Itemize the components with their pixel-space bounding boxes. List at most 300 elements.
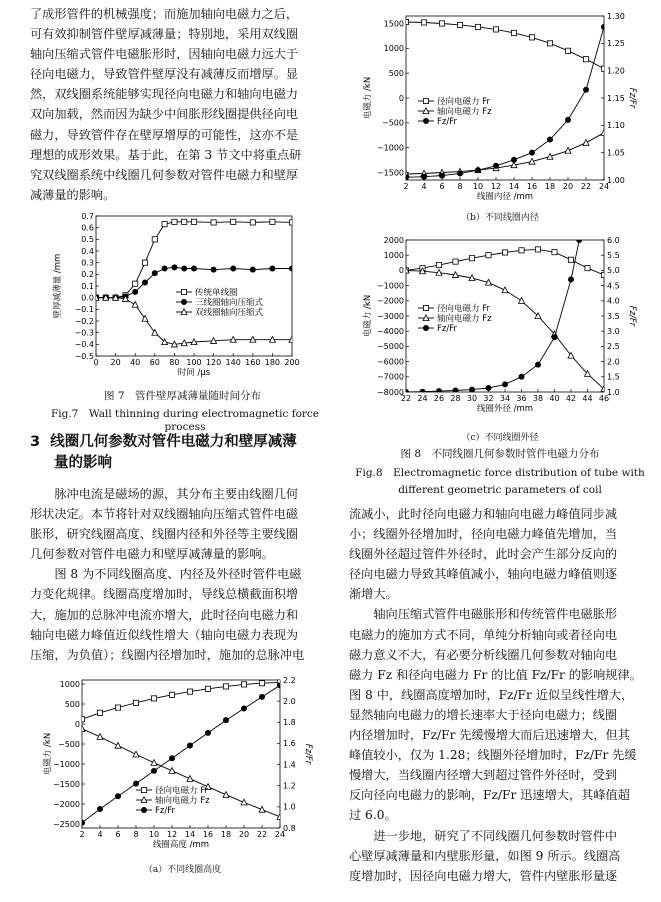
x-tick-label: 16 [202,830,214,839]
y-tick-label: 0 [398,93,404,103]
series-group [403,130,607,177]
data-point [241,706,246,711]
series-line [406,133,604,174]
para-line: 了成形管件的机械强度；而施加轴向电磁力之后， [30,7,299,21]
data-point [182,266,187,271]
y-right-tick-label: 5.0 [607,266,620,276]
data-point [519,298,525,304]
y-right-tick-label: 5.5 [607,251,620,260]
legend-label: Fz/Fr [155,806,175,816]
data-point [601,272,606,277]
y-right-tick-label: 2.0 [607,357,620,367]
x-tick-label: 10 [472,182,484,191]
x-tick-label: 28 [450,394,461,403]
para-line: 双向加载，然而因为缺少中间胀形线圈提供径向电 [30,107,299,122]
data-point [403,175,408,180]
data-point [172,265,177,270]
legend-label: 双线圈轴向压缩式 [195,308,264,318]
y-tick-label: −0.1 [74,305,94,315]
data-point [250,267,255,272]
y-tick-label: −500 [58,739,80,749]
data-point [565,117,570,122]
legend-label: 轴向电磁力 Fz [437,314,492,324]
legend-entry [136,806,175,816]
x-tick-label: 2 [79,830,85,839]
legend-label: Fz/Fr [437,117,457,127]
x-tick-label: 200 [284,358,300,367]
data-point [115,705,120,710]
y-axis-label: 电磁力 /kN [43,732,53,776]
y-tick-label: 500 [64,699,80,709]
y-right-tick-label: 2.0 [283,696,296,706]
data-point [493,27,498,32]
para-line: 几何参数对管件电磁力和壁厚减薄量的影响。 [30,547,274,562]
y-right-axis-label: Fz/Fr [627,305,637,327]
legend-entry [418,303,490,314]
data-point [457,171,462,176]
data-point [132,301,138,307]
legend-entry [418,313,492,324]
y-tick-label: −1000 [52,759,80,769]
para-line: 图 8 中，线圈高度增加时，Fz/Fr 近似呈线性增大， [349,687,634,702]
x-axis-label: 线圈高度 /mm [152,840,210,850]
x-tick-label: 6 [115,830,121,839]
y-right-tick-label: 3.0 [607,327,620,336]
series-group [403,19,606,71]
x-tick-label: 16 [526,182,538,191]
x-tick-label: 4 [421,182,427,191]
y-right-tick-label: 1.8 [283,718,296,728]
legend-marker [423,118,428,123]
legend-label: 三线圈轴向压缩式 [195,298,264,308]
x-tick-label: 12 [490,182,502,191]
data-point [133,781,138,786]
data-point [151,768,156,773]
x-tick-label: 12 [166,830,178,839]
y-tick-label: −3000 [376,311,404,321]
data-point [453,259,458,264]
data-point [142,280,147,285]
x-tick-label: 46 [598,394,610,403]
x-tick-label: 26 [433,394,445,403]
data-point [133,281,138,286]
para-line: 减薄量的影响。 [30,187,116,202]
data-point [535,247,540,252]
data-point [169,692,174,697]
data-point [79,820,84,825]
data-point [152,271,157,276]
legend-marker [141,787,146,792]
data-point [577,237,582,242]
x-tick-label: 40 [130,358,141,367]
data-point [511,30,516,35]
x-tick-label: 24 [417,394,428,403]
y-tick-label: 0 [398,266,404,276]
data-point [436,388,441,393]
data-point [241,682,246,687]
series-group [79,680,282,722]
x-axis-label: 线圈外径 /mm [476,404,534,414]
data-point [259,694,264,699]
data-point [151,760,157,766]
para-line: 磁力 Fz 和径向电磁力 Fr 的比值 Fz/Fr 的影响规律。 [349,667,642,682]
data-point [502,287,508,293]
data-point [259,806,265,812]
data-point [151,696,156,701]
x-tick-label: 18 [220,830,232,839]
y-right-tick-label: 1.4 [283,760,296,770]
data-point [231,219,236,224]
data-point [191,219,196,224]
x-tick-label: 36 [516,394,527,403]
data-point [403,19,408,24]
data-point [115,742,121,748]
plot-frame [406,16,604,180]
para-line: 渐增大。 [349,587,398,602]
fig8-caption-en-line2: different geometric parameters of coil [398,484,602,496]
y-tick-label: −6000 [376,357,404,367]
y-tick-label: −0.2 [74,316,94,326]
section-title-line2: 量的影响 [54,455,112,471]
data-point [439,173,444,178]
data-point [475,24,480,29]
data-point [172,219,177,224]
y-right-tick-label: 1.0 [283,802,296,812]
series-line [406,22,604,69]
y-tick-label: −0.5 [74,351,94,361]
data-point [565,147,571,153]
data-point [535,362,540,367]
data-point [585,266,590,271]
para-line: 线圈外径超过管件外径时，此时会产生部分反向的 [349,547,618,562]
data-point [547,137,552,142]
y-tick-label: −0.3 [74,328,94,338]
y-tick-label: 0.3 [81,258,94,268]
data-point [469,256,474,261]
x-tick-label: 14 [184,830,196,839]
data-point [97,710,102,715]
data-point [187,689,192,694]
series-group [93,219,294,300]
x-tick-label: 24 [598,182,610,191]
series-line [406,240,579,392]
data-point [439,21,444,26]
data-point [565,48,570,53]
legend-entry [176,307,264,318]
y-axis-label: 壁厚减薄量 /mm [53,253,63,319]
y-axis-label: 电磁力 /kN [363,76,373,120]
x-axis-label: 时间 /μs [177,368,211,378]
y-right-tick-label: 1.30 [607,11,625,21]
legend-marker [423,98,428,103]
y-tick-label: −1500 [52,779,80,789]
legend-label: Fz/Fr [437,324,457,334]
para-line: 轴向压缩式管件电磁胀形和传统管件电磁胀形 [349,607,618,622]
para-line: 形状决定。本节将针对双线圈轴向压缩式管件电磁 [30,507,299,522]
para-line: 心壁厚减薄量和内壁胀形量，如图 9 所示。线圈高 [349,848,621,863]
y-right-tick-label: 6.0 [607,235,620,245]
legend-marker [141,807,146,812]
data-point [182,219,187,224]
y-right-tick-label: 1.6 [283,739,296,749]
y-right-tick-label: 1.5 [607,372,620,382]
data-point [231,266,236,271]
para-line: 显然轴向电磁力的增长速率大于径向电磁力；线圈 [349,707,618,722]
para-line: 磁力，导致管件存在壁厚增厚的可能性，这亦不是 [30,127,299,142]
x-tick-label: 30 [466,394,478,403]
data-point [529,35,534,40]
data-point [133,700,138,705]
data-point [436,262,441,267]
data-point [187,743,192,748]
data-point [289,266,294,271]
y-tick-label: −2000 [376,296,404,306]
y-tick-label: 1000 [383,44,404,54]
data-point [270,219,275,224]
data-point [601,66,606,71]
data-point [142,260,147,265]
data-point [169,756,174,761]
x-tick-label: 160 [245,358,261,367]
data-point [552,250,557,255]
legend-label: 径向电磁力 Fr [155,786,208,796]
y-right-tick-label: 4.0 [607,296,620,306]
x-tick-label: 8 [133,830,139,839]
y-tick-label: 0.4 [81,246,94,256]
data-point [79,717,84,722]
legend-label: 径向电磁力 Fr [437,304,490,314]
data-point [211,220,216,225]
legend-entry [136,785,208,796]
data-point [162,266,167,271]
para-line: 压缩，为负值）；线圈内径增加时，施加的总脉冲电 [30,647,305,662]
para-line: 小；线圈外径增加时，径向电磁力峰值先增加，当 [349,527,618,542]
fig8b-chart [358,8,648,208]
x-tick-label: 120 [205,358,222,367]
y-right-tick-label: 4.5 [607,281,620,291]
left-intro [30,4,335,205]
data-point [502,382,507,387]
legend-label: 径向电磁力 Fr [437,97,490,107]
para-line: 径向电磁力，导致管件壁厚没有减薄反而增厚。显 [30,67,299,82]
y-tick-label: −1500 [376,168,404,178]
y-axis-label: 电磁力 /kN [363,294,373,338]
para-line: 电磁力的施加方式不同，单纯分析轴向或者径向电 [349,627,618,642]
y-tick-label: 0.7 [81,211,94,221]
y-tick-label: 0.0 [81,293,94,303]
data-point [277,683,282,688]
series-group [403,247,606,278]
x-tick-label: 100 [186,358,202,367]
data-point [223,792,229,798]
para-line: 轴向电磁力峰值近似线性增大（轴向电磁力表现为 [30,627,299,642]
series-group [403,24,606,180]
data-point [568,257,573,262]
legend-marker [181,299,186,304]
data-point [205,730,210,735]
para-line: 胀形，研究线圈高度、线圈内径和外径等主要线圈 [30,527,299,542]
fig8a-chart [40,672,313,857]
data-point [583,140,589,146]
y-right-tick-label: 1.15 [607,93,625,103]
y-right-axis-label: Fz/Fr [627,87,637,109]
y-right-tick-label: 1.05 [607,148,625,158]
y-right-tick-label: 1.25 [607,39,625,49]
legend-label: 轴向电磁力 Fz [437,107,492,117]
fig7-chart [50,208,300,383]
para-line: 力变化规律。线圈高度增加时，导线总横截面积增 [30,587,299,602]
y-tick-label: 2000 [383,235,404,245]
legend-marker [423,325,428,330]
legend-marker [181,289,186,294]
data-point [250,220,255,225]
data-point [133,289,138,294]
legend-entry [418,324,457,334]
y-tick-label: 0.6 [81,223,94,233]
fig7-caption-cn: 图 7 管件壁厚减薄量随时间分布 [103,390,262,402]
series-line [96,222,292,298]
fig8a-subcaption: （a）不同线圈高度 [143,865,222,875]
y-tick-label: 500 [388,68,404,78]
y-right-tick-label: 1.00 [607,175,625,185]
y-tick-label: 1000 [383,251,404,260]
fig8b-subcaption: （b）不同线圈内径 [461,213,539,223]
data-point [583,87,588,92]
data-point [486,385,491,390]
legend-entry [418,117,457,127]
series-line [82,682,280,719]
para-line: 究双线圈系统中线圈几何参数对管件电磁力和壁厚 [30,167,299,182]
x-tick-label: 10 [148,830,160,839]
data-point [191,266,196,271]
data-point [169,768,175,774]
data-point [259,681,264,686]
y-tick-label: −8000 [376,387,404,397]
section-heading [30,432,340,474]
data-point [519,374,524,379]
legend-entry [418,96,490,107]
x-tick-label: 0 [93,358,99,367]
data-point [457,22,462,27]
data-point [552,335,557,340]
x-tick-label: 38 [532,394,544,403]
x-tick-label: 40 [549,394,560,403]
data-point [97,806,102,811]
y-right-tick-label: 1.2 [283,781,296,791]
y-tick-label: −4000 [376,327,404,336]
para-line: 轴向压缩式管件电磁胀形时，因轴向电磁力远大于 [30,47,299,62]
y-tick-label: −1000 [376,281,404,291]
data-point [152,237,157,242]
data-point [529,150,534,155]
y-tick-label: −7000 [376,372,404,382]
y-tick-label: 0 [74,719,80,729]
series-line [406,27,604,177]
data-point [568,277,573,282]
data-point [421,20,426,25]
y-right-tick-label: 2.2 [283,675,296,685]
y-right-tick-label: 1.0 [607,387,620,397]
legend-entry [418,106,492,117]
y-right-tick-label: 3.5 [607,311,620,321]
para-line: 度增加时，因径向电磁力增大，管件内壁胀形量逐 [349,868,618,883]
data-point [187,776,193,782]
data-point [223,684,228,689]
y-tick-label: −2500 [52,819,80,829]
x-tick-label: 18 [544,182,556,191]
para-line: 进一步地，研究了不同线圈几何参数时管件中 [349,828,618,843]
data-point [583,57,588,62]
legend-entry [176,287,238,298]
data-point [270,266,275,271]
right-text [349,504,654,886]
para-line: 慢增大，当线圈内径增大到超过管件外径时，受到 [349,768,618,783]
para-line: 反向径向电磁力的影响，Fz/Fr 迅速增大，其峰值超 [349,788,630,803]
y-right-tick-label: 1.10 [607,121,625,131]
y-tick-label: −2000 [52,799,80,809]
y-tick-label: −500 [382,118,404,128]
data-point [162,222,167,227]
y-tick-label: 0.5 [81,235,94,245]
para-line: 脉冲电流是磁场的源，其分布主要由线圈几何 [30,487,299,501]
x-tick-label: 22 [256,830,268,839]
fig7-caption-en: Fig.7 Wall thinning during electromagnetic force process [50,408,320,433]
y-tick-label: 1500 [383,19,404,29]
legend-marker [423,305,428,310]
y-tick-label: 1000 [59,679,80,689]
data-point [133,751,139,757]
x-tick-label: 24 [274,830,286,839]
data-point [475,168,480,173]
y-right-tick-label: 0.8 [283,823,296,833]
legend-label: 传统单线圈 [195,288,238,298]
data-point [211,267,216,272]
para-line: 过 6.0。 [349,808,397,823]
y-right-axis-label: Fz/Fr [303,743,313,765]
section-title-line1: 线圈几何参数对管件电磁力和壁厚减薄 [50,434,297,450]
para-line: 径向电磁力导致其峰值减小，轴向电磁力峰值则逐 [349,567,618,582]
para-line: 理想的成形效果。基于此，在第 3 节文中将重点研 [30,147,302,162]
y-tick-label: −5000 [376,342,404,352]
fig8-caption-en-line1: Fig.8 Electromagnetic force distribution of tube with [355,467,645,479]
y-tick-label: 0.2 [81,270,94,280]
data-point [493,163,498,168]
para-line: 磁力意义不大，有必要分析线圈几何参数对轴向电 [349,647,618,662]
data-point [205,686,210,691]
x-tick-label: 140 [225,358,241,367]
para-line: 可有效抑制管件壁厚减薄量；特别地，采用双线圈 [30,27,299,42]
x-tick-label: 80 [169,358,180,367]
fig8c-subcaption: （c）不同线圈外径 [461,433,539,443]
data-point [502,250,507,255]
x-tick-label: 60 [149,358,160,367]
x-tick-label: 6 [439,182,445,191]
series-group [93,294,295,346]
data-point [469,387,474,392]
x-tick-label: 2 [403,182,409,191]
section-number: 3 [30,434,41,450]
para-line: 大，施加的总脉冲电流亦增大，此时径向电磁力和 [30,607,299,622]
para-line: 流减小，此时径向电磁力和轴向电磁力峰值同步减 [349,507,618,521]
x-tick-label: 34 [499,394,511,403]
left-section-text [30,484,335,665]
y-tick-label: −1000 [376,143,404,153]
data-point [289,220,294,225]
x-tick-label: 22 [400,394,412,403]
series-group [403,237,581,394]
series-group [93,265,294,301]
x-tick-label: 8 [457,182,463,191]
